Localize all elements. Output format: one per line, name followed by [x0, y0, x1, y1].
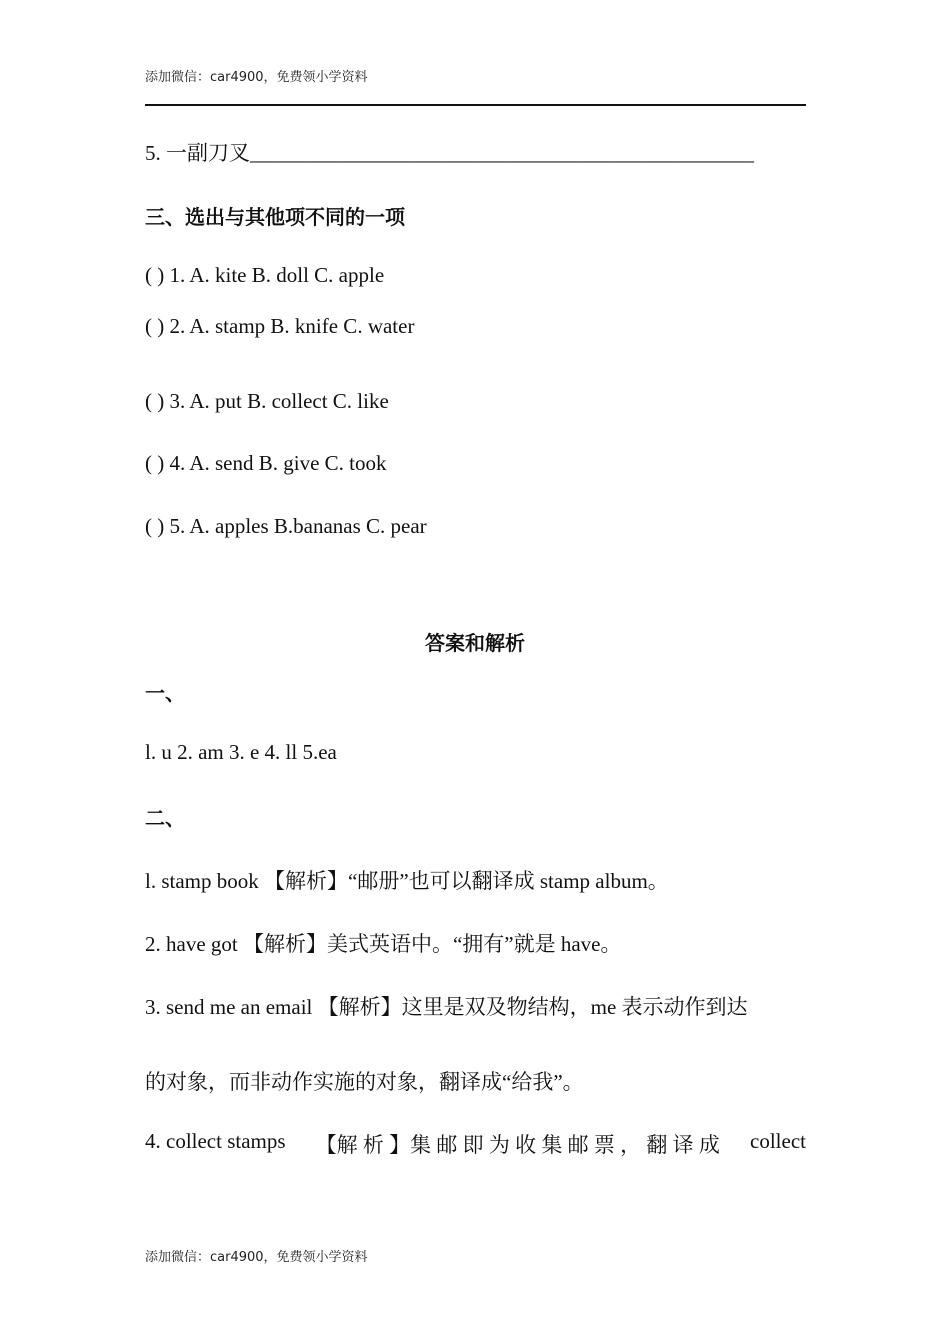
answers-title: 答案和解析: [425, 631, 525, 655]
answer-4-tail: collect: [750, 1129, 806, 1153]
answer-2-item-2: 2. have got 【解析】美式英语中。“拥有”就是 have。: [145, 932, 622, 956]
section-3-item-3: ( ) 3. A. put B. collect C. like: [145, 389, 389, 413]
answer-4-explanation: 【解 析 】集 邮 即 为 收 集 邮 票 ， 翻 译 成: [315, 1133, 720, 1157]
section-3-item-2: ( ) 2. A. stamp B. knife C. water: [145, 314, 415, 338]
answers-part-1-list: l. u 2. am 3. e 4. ll 5.ea: [145, 740, 337, 764]
answers-part-2-label: 二、: [145, 806, 185, 830]
section-3-item-1: ( ) 1. A. kite B. doll C. apple: [145, 263, 385, 287]
answer-2-item-3: 3. send me an email 【解析】这里是双及物结构，me 表示动作到达: [145, 995, 748, 1019]
header-divider: [145, 104, 806, 106]
page-footer: 添加微信：car4900，免费领小学资料: [145, 1250, 368, 1265]
answer-2-item-4: [145, 1129, 806, 1159]
answer-4-phrase: 4. collect stamps: [145, 1129, 286, 1153]
section-3-item-4: ( ) 4. A. send B. give C. took: [145, 451, 387, 475]
page-header: 添加微信：car4900，免费领小学资料: [145, 70, 368, 85]
question-2-item-5: 5. 一副刀叉________________________________________________: [145, 141, 754, 165]
section-3-title: 三、选出与其他项不同的一项: [145, 205, 405, 229]
section-3-item-5: ( ) 5. A. apples B.bananas C. pear: [145, 514, 427, 538]
answer-2-item-1: l. stamp book 【解析】“邮册”也可以翻译成 stamp album。: [145, 869, 669, 893]
answers-part-1-label: 一、: [145, 681, 185, 705]
answer-2-item-3-continued: 的对象，而非动作实施的对象，翻译成“给我”。: [145, 1070, 584, 1094]
